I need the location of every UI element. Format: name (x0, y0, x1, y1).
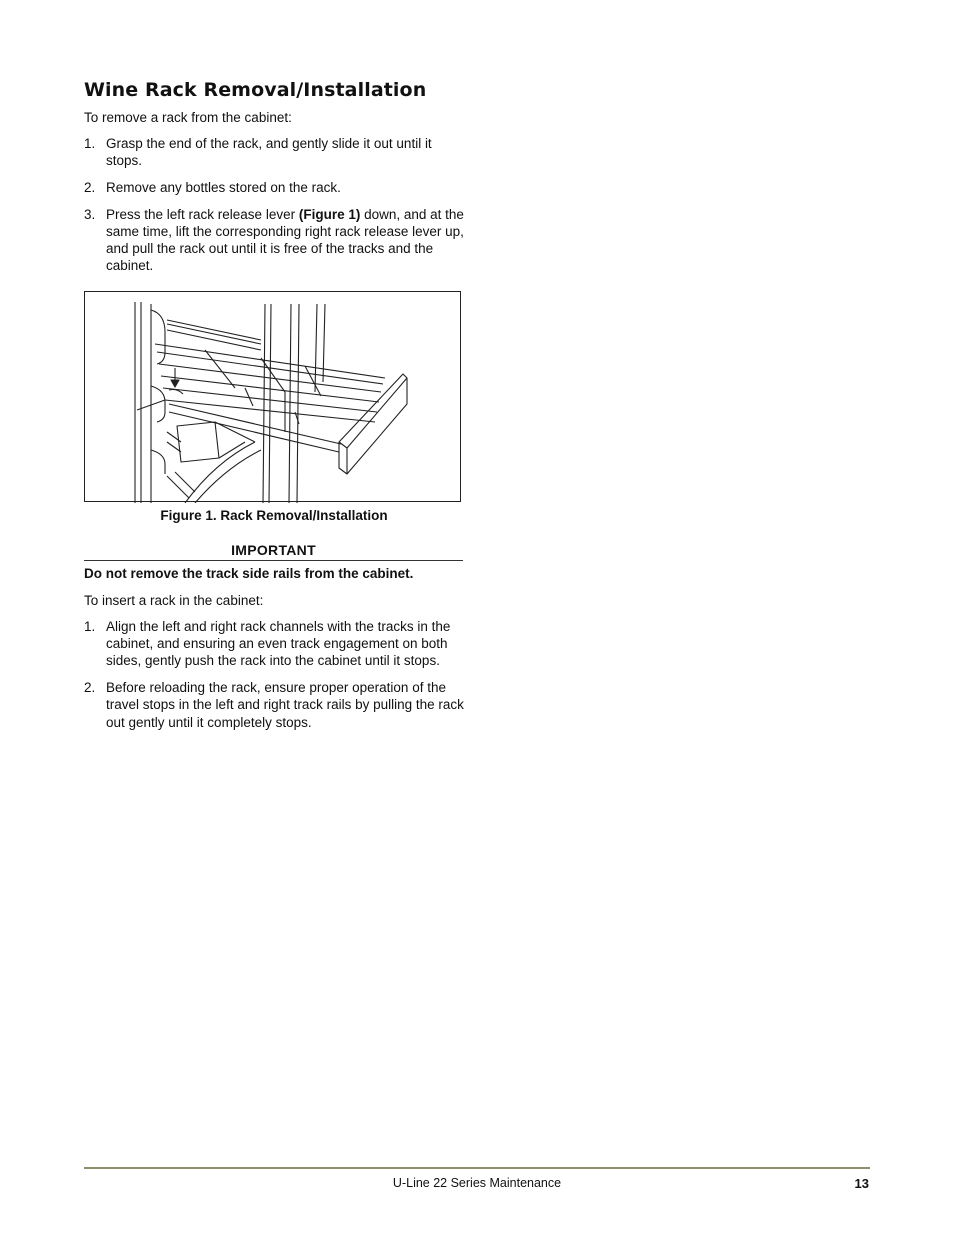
insert-intro: To insert a rack in the cabinet: (84, 592, 264, 608)
figure-caption: Figure 1. Rack Removal/Installation (160, 507, 388, 523)
step-number: 1. (84, 136, 96, 152)
footer-title: U-Line 22 Series Maintenance (392, 1176, 562, 1190)
step-text: Remove any bottles stored on the rack. (106, 180, 341, 196)
list-item (84, 179, 464, 196)
step-number: 3. (84, 206, 96, 222)
step-number: 2. (84, 680, 96, 696)
step-text: down, and at the same time, lift the corresponding right rack release lever up, and pull the rack out until it is free of the tracks and the cabinet. (106, 206, 464, 274)
important-heading: IMPORTANT (84, 542, 463, 561)
step-text: Align the left and right rack channels with the tracks in the cabinet, and ensuring an even track engagement on both sides, gently push the rack into the cabinet until it stops. (106, 619, 451, 669)
step-text: Before reloading the rack, ensure proper operation of the travel stops in the left and right track rails by pulling the rack out gently until it completely stops. (106, 680, 464, 730)
list-item (84, 679, 464, 731)
important-text: Do not remove the track side rails from the cabinet. (84, 565, 414, 581)
list-item (84, 618, 464, 670)
main-column (84, 78, 464, 740)
footer-rule (84, 1167, 870, 1169)
rack-figure (84, 291, 461, 502)
insert-steps-list (84, 618, 464, 731)
section-title: Wine Rack Removal/Installation (84, 79, 427, 101)
list-item (84, 135, 464, 169)
step-text: Grasp the end of the rack, and gently slide it out until it stops. (106, 136, 432, 169)
rack-illustration (85, 292, 462, 503)
page-number: 13 (854, 1176, 869, 1191)
list-item (84, 206, 464, 275)
step-number: 2. (84, 180, 96, 196)
step-text: Press the left rack release lever (106, 206, 299, 222)
remove-steps-list (84, 135, 464, 274)
step-text: (Figure 1) (298, 206, 361, 222)
step-number: 1. (84, 619, 96, 635)
remove-intro: To remove a rack from the cabinet: (84, 110, 292, 125)
